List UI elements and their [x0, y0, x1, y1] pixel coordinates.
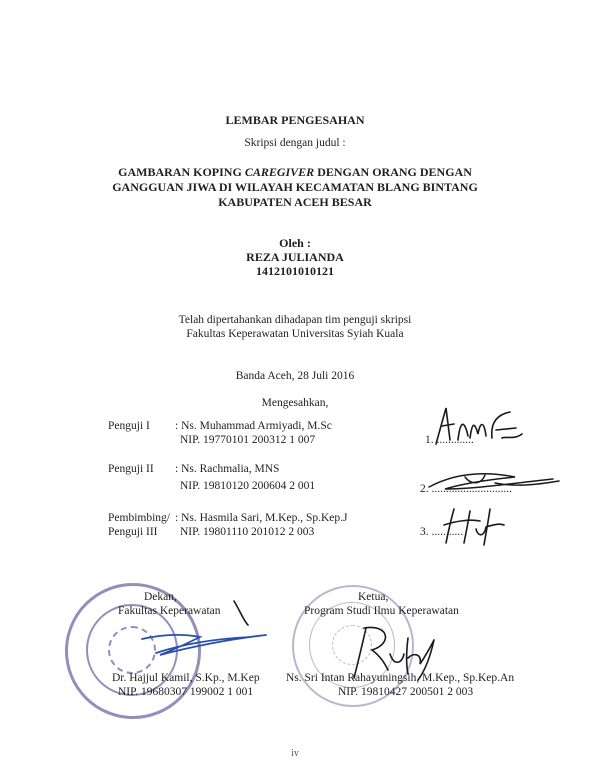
examiner2-role: Penguji II: [108, 463, 154, 475]
examiner1-name: : Ns. Muhammad Armiyadi, M.Sc: [175, 420, 332, 432]
place-date: Banda Aceh, 28 Juli 2016: [235, 370, 355, 382]
author-name: REZA JULIANDA: [246, 250, 344, 264]
dean-signature: [140, 595, 280, 670]
page-heading: LEMBAR PENGESAHAN: [225, 113, 365, 127]
chair-nip: NIP. 19810427 200501 2 003: [338, 686, 474, 698]
examiner2-name: : Ns. Rachmalia, MNS: [175, 463, 280, 475]
chair-name: Ns. Sri Intan Rahayuningsih, M.Kep., Sp.Kep.An: [286, 672, 515, 684]
defended-line1: Telah dipertahankan dihadapan tim penguji skripsi: [178, 314, 412, 326]
examiner2-signature: [425, 465, 565, 495]
examiner3-sign-line: 3. ...........: [420, 526, 464, 538]
approval-label: Mengesahkan,: [261, 397, 329, 409]
thesis-title-line1: GAMBARAN KOPING CAREGIVER DENGAN ORANG DENGAN: [118, 165, 472, 179]
dean-nip: NIP. 19680307 199002 1 001: [118, 686, 254, 698]
dean-title: Dekan,: [144, 591, 177, 603]
oleh-label: Oleh :: [279, 236, 311, 250]
dean-name: Dr. Hajjul Kamil, S.Kp., M.Kep: [112, 672, 260, 684]
examiner3-role: Pembimbing/: [108, 512, 170, 524]
title-italic-word: CAREGIVER: [244, 165, 315, 179]
chair-title: Ketua,: [358, 591, 389, 603]
subheading: Skripsi dengan judul :: [244, 137, 346, 149]
examiner2-nip: NIP. 19810120 200604 2 001: [180, 480, 316, 492]
chair-unit: Program Studi Ilmu Keperawatan: [304, 605, 459, 617]
examiner1-nip: NIP. 19770101 200312 1 007: [180, 434, 316, 446]
examiner2-sign-line: 2. ............................: [420, 483, 512, 495]
examiner3-signature: [440, 503, 510, 548]
defended-line2: Fakultas Keperawatan Universitas Syiah Kuala: [186, 328, 404, 340]
examiner1-sign-line: 1. .............: [425, 434, 474, 446]
examiner3-nip: NIP. 19801110 201012 2 003: [180, 526, 315, 538]
examiner3-name: : Ns. Hasmila Sari, M.Kep., Sp.Kep.J: [175, 512, 348, 524]
dean-unit: Fakultas Keperawatan: [118, 605, 221, 617]
examiner3-role2: Penguji III: [108, 526, 158, 538]
thesis-title-line3: KABUPATEN ACEH BESAR: [218, 195, 372, 209]
page-number: iv: [291, 748, 299, 759]
author-nim: 1412101010121: [256, 264, 334, 278]
thesis-title-line2: GANGGUAN JIWA DI WILAYAH KECAMATAN BLANG BINTANG: [112, 180, 478, 194]
examiner1-signature: [430, 400, 530, 450]
examiner1-role: Penguji I: [108, 420, 150, 432]
chair-signature: [350, 618, 460, 683]
